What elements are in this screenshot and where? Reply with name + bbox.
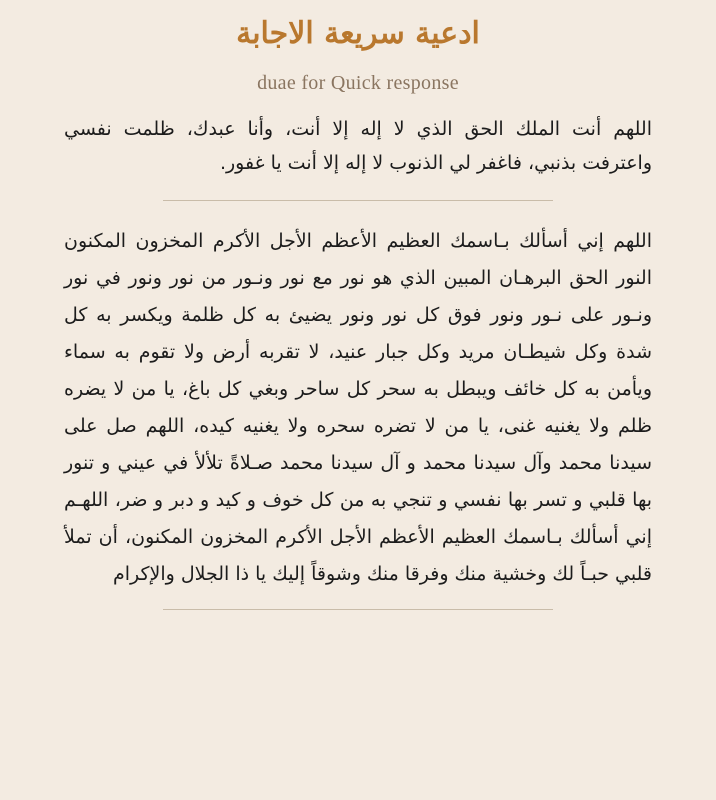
section-divider	[163, 200, 553, 201]
page-title: ادعية سريعة الاجابة	[236, 16, 480, 51]
bottom-divider	[163, 609, 553, 610]
prayer-paragraph-1: اللهم أنت الملك الحق الذي لا إله إلا أنت، وأنا عبدك، ظلمت نفسي واعترفت بذنبي، فاغفر لي الذنوب لا إله إلا أنت يا غفور.	[64, 118, 652, 174]
prayer-paragraph-2: اللهم إني أسألك بـاسمك العظيم الأعظم الأجل الأكرم المخزون المكنون النور الحق البرهـان المبين الذي هو نور مع نور ونـور من نور ونور في نور ونـور على نـور ونور فوق كل نور ونور يضيئ به كل ظلمة ويكسر به كل شدة وكل شيطـان مريد وكل جبار عنيد، لا تقربه أرض ولا تقوم به سماء ويأمن به كل خائف ويبطل به سحر كل ساحر وبغي كل باغ، يا من لا يضره ظلم ولا يغنيه غنى، يا من لا تضره سحره ولا يغنيه كيده، اللهم صل على سيدنا محمد وآل سيدنا محمد و آل سيدنا محمد صـلاةً تلألأ في عيني و تنور بها قلبي و تسر بها نفسي و تنجي به من كل خوف و كيد و دبر و ضر، اللهـم إني أسألك بـاسمك العظيم الأعظم الأجل الأكرم المخزون المكنون، أن تملأ قلبي حبـاً لك وخشية منك وفرقا منك وشوقاً إليك يا ذا الجلال والإكرام	[64, 230, 652, 585]
page-subtitle: duae for Quick response	[257, 72, 459, 94]
